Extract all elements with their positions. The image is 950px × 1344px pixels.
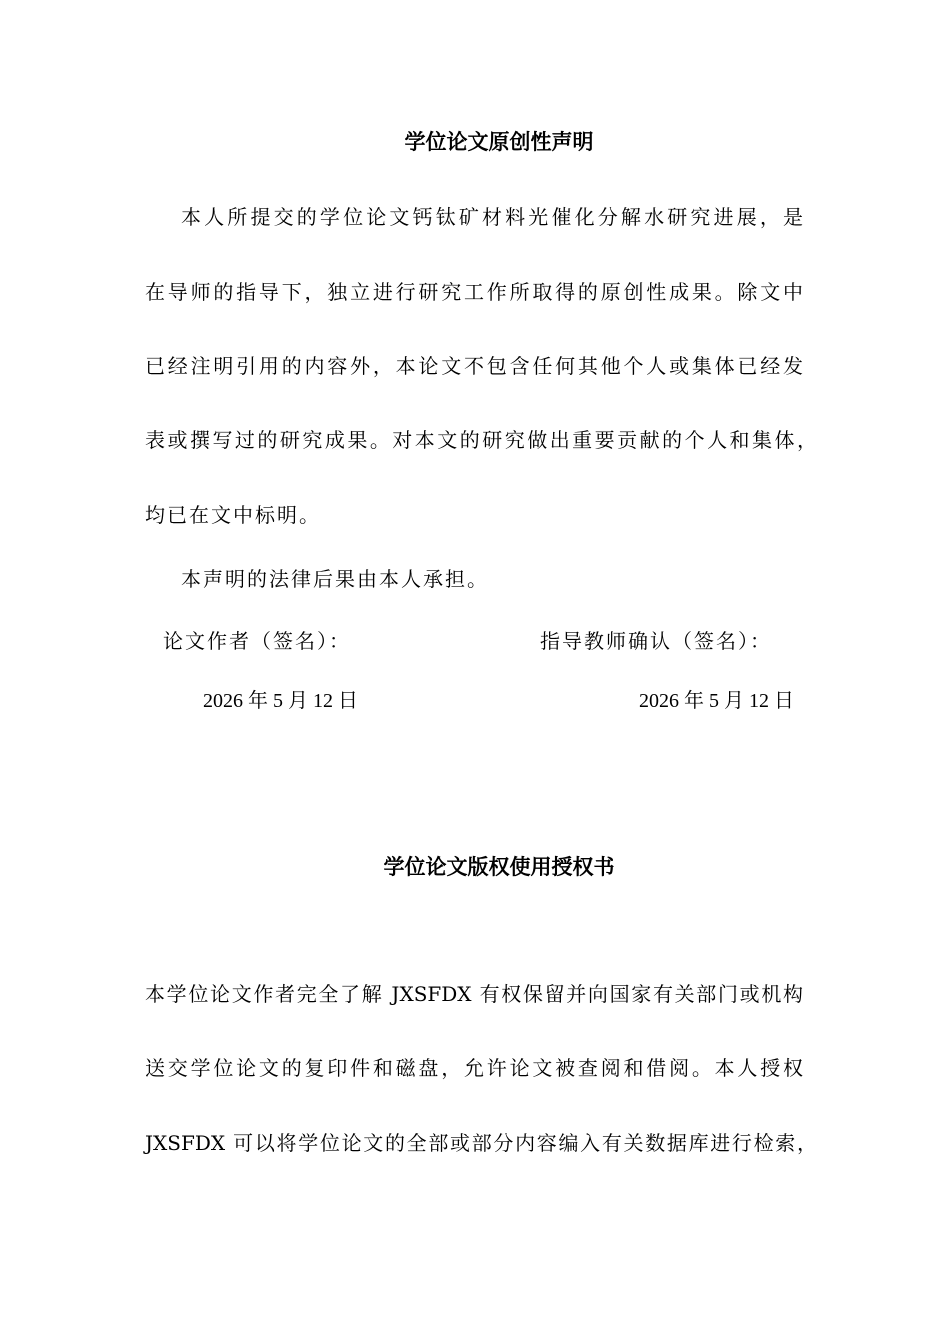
author-sign-date: 2026 年 5 月 12 日 — [203, 690, 358, 712]
declaration-line-1: 本人所提交的学位论文钙钛矿材料光催化分解水研究进展，是 — [181, 205, 803, 229]
authorization-title: 学位论文版权使用授权书 — [383, 855, 615, 879]
declaration-line-4: 表或撰写过的研究成果。对本文的研究做出重要贡献的个人和集体， — [145, 428, 817, 452]
advisor-sign-date: 2026 年 5 月 12 日 — [639, 690, 794, 712]
advisor-signature-label: 指导教师确认（签名）： — [540, 629, 772, 653]
author-signature-label: 论文作者（签名）： — [163, 629, 351, 653]
declaration-line-3: 已经注明引用的内容外，本论文不包含任何其他个人或集体已经发 — [145, 354, 803, 378]
liability-statement: 本声明的法律后果由本人承担。 — [181, 567, 489, 591]
authorization-line-2: 送交学位论文的复印件和磁盘，允许论文被查阅和借阅。本人授权 — [145, 1056, 803, 1080]
declaration-line-2: 在导师的指导下，独立进行研究工作所取得的原创性成果。除文中 — [145, 280, 803, 304]
authorization-line-1: 本学位论文作者完全了解 JXSFDX 有权保留并向国家有关部门或机构 — [145, 982, 803, 1006]
declaration-line-5: 均已在文中标明。 — [145, 503, 321, 527]
authorization-line-3: JXSFDX 可以将学位论文的全部或部分内容编入有关数据库进行检索， — [145, 1131, 817, 1155]
declaration-title: 学位论文原创性声明 — [404, 130, 594, 154]
